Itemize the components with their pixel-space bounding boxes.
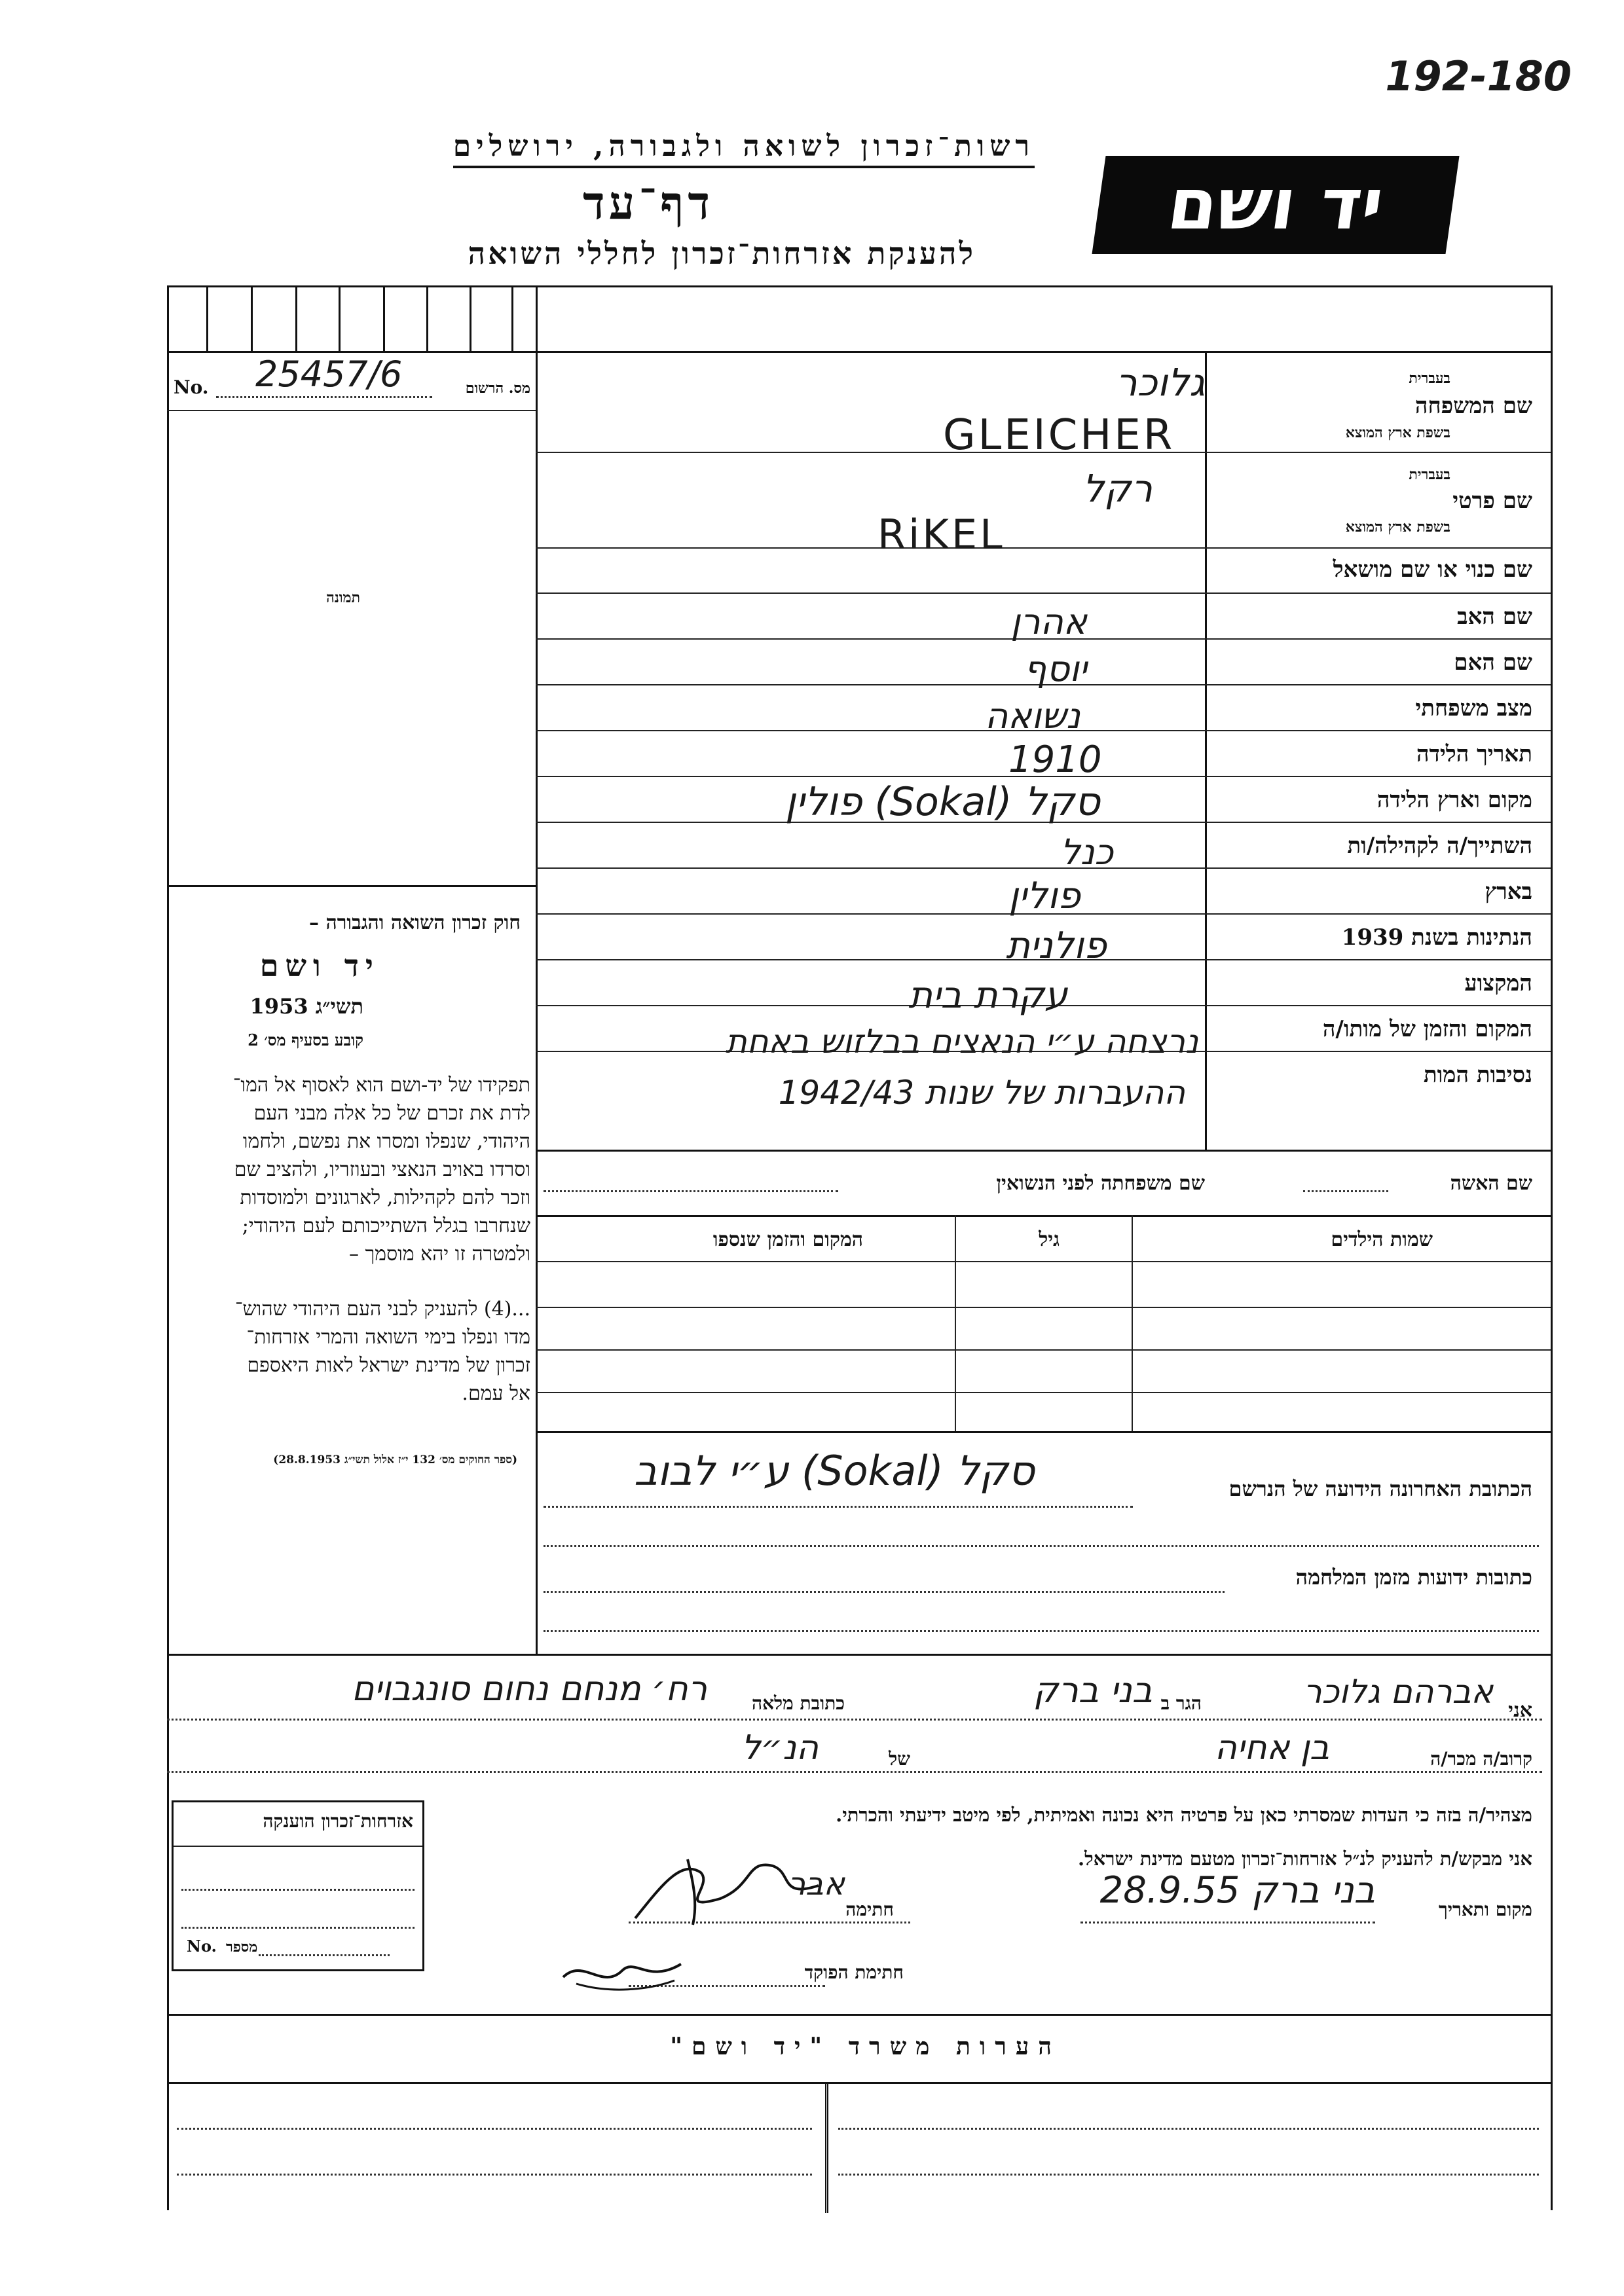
officer-signature: [557, 1944, 688, 1997]
registration-no-label: No.: [174, 376, 209, 398]
full-address-label: כתובת מלאה: [751, 1692, 845, 1714]
last-address-value: סקל (Sokal) ע״י לבוב: [634, 1447, 1035, 1495]
birth-date-value: 1910: [1008, 738, 1102, 781]
citizenship-number-label: מספר: [226, 1939, 258, 1956]
officer-signature-label: חתימת הפוקד: [804, 1961, 904, 1983]
wartime-addresses-label: כתובות ידועות מזמן המלחמה: [1295, 1565, 1532, 1590]
logo-text: יד ושם: [1162, 164, 1389, 246]
registration-label: מס. הרשום: [465, 380, 530, 397]
law-citation: (ספר החוקים מס׳ 132 י״ז אלול תשי״ג 28.8.1953): [273, 1453, 517, 1467]
mother-name-value: יוסף: [1024, 648, 1087, 689]
yad-vashem-logo: [1092, 156, 1459, 254]
relation-of-value: הנ״ל: [741, 1728, 819, 1768]
signature-label: חתימה: [845, 1899, 894, 1920]
office-notes-heading: הערות משרד "יד ושם": [670, 2033, 1061, 2060]
death-circumstances-label: נסיבות המות: [1423, 1062, 1532, 1088]
document-title: דף־עד: [582, 175, 714, 230]
death-circumstances-value: ההעברות של שנות 1942/43: [778, 1074, 1185, 1112]
form-right-border: [1551, 285, 1553, 2210]
father-name-label: שם האב: [1457, 604, 1532, 630]
given-in-hebrew-label: בעברית: [1409, 466, 1450, 483]
children-names-header: שמות הילדים: [1331, 1228, 1433, 1251]
profession-label: המקצוע: [1464, 970, 1532, 996]
last-address-label: הכתובת האחרונה הידועה של הנרשם: [1228, 1476, 1532, 1501]
declarant-name: אברהם גלוכר: [1303, 1673, 1493, 1711]
request-text: אני מבקש/ת להעניק לנ״ל אזרחות־זכרון מטעם מדינת ישראל.: [1078, 1848, 1532, 1870]
citizenship-granted-title: אזרחות־זכרון הוענקה: [263, 1810, 413, 1832]
family-origin-lang-label: בשפת ארץ המוצא: [1345, 424, 1450, 441]
law-paragraph-2: ...(4) להעניק לבני העם היהודי שהוש־ מדו ונפלו בימי השואה והמרי אזרחות־ זכרון של מדינת ישראל לאות היאספם אל עמם.: [234, 1298, 530, 1405]
declarant-signature-text: אבר: [788, 1866, 845, 1903]
marital-status-value: נשואה: [985, 695, 1080, 737]
document-subtitle: להענקת אזרחות־זכרון לחללי השואה: [468, 236, 976, 271]
registration-number: 25457/6: [255, 354, 403, 395]
children-table: [536, 1215, 1551, 1431]
left-column-divider: [536, 285, 538, 1654]
citizenship-1939-value: פולנית: [1006, 924, 1107, 967]
law-name: יד ושם: [259, 948, 380, 983]
place-date-value: בני ברק 28.9.55: [1099, 1869, 1375, 1912]
given-name-label: שם פרטי: [1452, 488, 1532, 514]
children-perished-header: המקום והזמן שנספו: [712, 1228, 863, 1251]
relation-of-label: של: [889, 1748, 910, 1770]
citizenship-1939-label: הנתינות בשנת 1939: [1341, 924, 1532, 951]
country-label: בארץ: [1485, 879, 1532, 905]
place-date-label: מקום ותאריך: [1438, 1899, 1532, 1920]
form-left-border: [167, 285, 169, 2210]
family-name-hebrew-value: גלוכר: [1115, 360, 1205, 405]
law-year: תשי״ג 1953: [249, 994, 363, 1019]
family-name-origin-value: GLEICHER: [943, 411, 1175, 460]
photo-label: תמונה: [326, 589, 360, 606]
family-in-hebrew-label: בעברית: [1409, 370, 1450, 387]
declarant-ani-label: אני: [1508, 1699, 1532, 1722]
given-name-hebrew-value: רקל: [1082, 466, 1153, 511]
declarant-relation: בן אחיה: [1214, 1728, 1329, 1768]
marital-status-label: מצב משפחתי: [1415, 695, 1532, 721]
community-value: כנל: [1060, 831, 1113, 873]
community-label: השתייך/ה לקהילה/ות: [1347, 833, 1532, 859]
birth-date-label: תאריך הלידה: [1416, 741, 1532, 767]
registration-grid-boxes: [167, 285, 540, 351]
declaration-text: מצהיר/ה בזה כי העדות שמסרתי כאן על פרטיה היא נכונה ואמיתית, לפי מיטב ידיעתי והכרתי.: [836, 1804, 1532, 1826]
children-age-header: גיל: [1039, 1228, 1060, 1251]
mother-name-label: שם האם: [1454, 649, 1532, 676]
country-value: פולין: [1008, 875, 1080, 917]
law-title: חוק זכרון השואה והגבורה –: [309, 911, 521, 934]
citizenship-no-label: No.: [187, 1937, 217, 1956]
law-clause: קובע בסעיף מס׳ 2: [248, 1030, 363, 1049]
family-name-label: שם המשפחה: [1414, 393, 1532, 419]
death-place-time-value: נרצחה ע״י הנאצים בבלזוש באחת: [725, 1023, 1198, 1061]
law-paragraph-1: תפקידו של יד-ושם הוא לאסוף אל המו־ לדת את זכרם של כל אלה מבני העם היהודי, שנפלו ומסרו את נפשם, ולחמו וסרדו באויב הנאצי ובעוזריו, ולהציב שם וזכר להם לקהילות, לארגונים ולמוסדות שנחרבו בגלל השתייכותם לעם היהודי; ולמטרה זו יהא מוסמך –: [232, 1074, 530, 1266]
wife-name-label: שם האשה: [1450, 1172, 1532, 1195]
birth-place-label: מקום וארץ הלידה: [1376, 787, 1532, 813]
nickname-label: שם כנוי או שם מושאל: [1333, 556, 1532, 583]
given-name-origin-value: RiKEL: [877, 511, 1005, 558]
declarant-full-address: רח׳ מנחם נחום סונגבוים: [351, 1669, 707, 1709]
declarant-resides-label: הגר ב: [1160, 1692, 1202, 1714]
declarant-city: בני ברק: [1033, 1669, 1153, 1711]
wife-maiden-name-label: שם משפחתה לפני הנשואין: [996, 1172, 1205, 1195]
declarant-signature: [622, 1846, 845, 1931]
given-origin-lang-label: בשפת ארץ המוצא: [1345, 519, 1450, 536]
profession-value: עקרת בית: [908, 974, 1067, 1017]
authority-heading: רשות־זכרון לשואה ולגבורה, ירושלים: [453, 130, 1035, 168]
label-column-divider: [1205, 351, 1207, 1150]
relation-label: קרוב/ה מכר/ה: [1430, 1748, 1532, 1770]
death-place-time-label: המקום והזמן של מותו/ה: [1322, 1016, 1532, 1042]
citizenship-granted-box: [172, 1800, 424, 1971]
father-name-value: אהרן: [1010, 601, 1087, 642]
birth-place-value: סקל (Sokal) פולין: [784, 779, 1100, 825]
corner-reference-number: 192-180: [1385, 52, 1572, 100]
